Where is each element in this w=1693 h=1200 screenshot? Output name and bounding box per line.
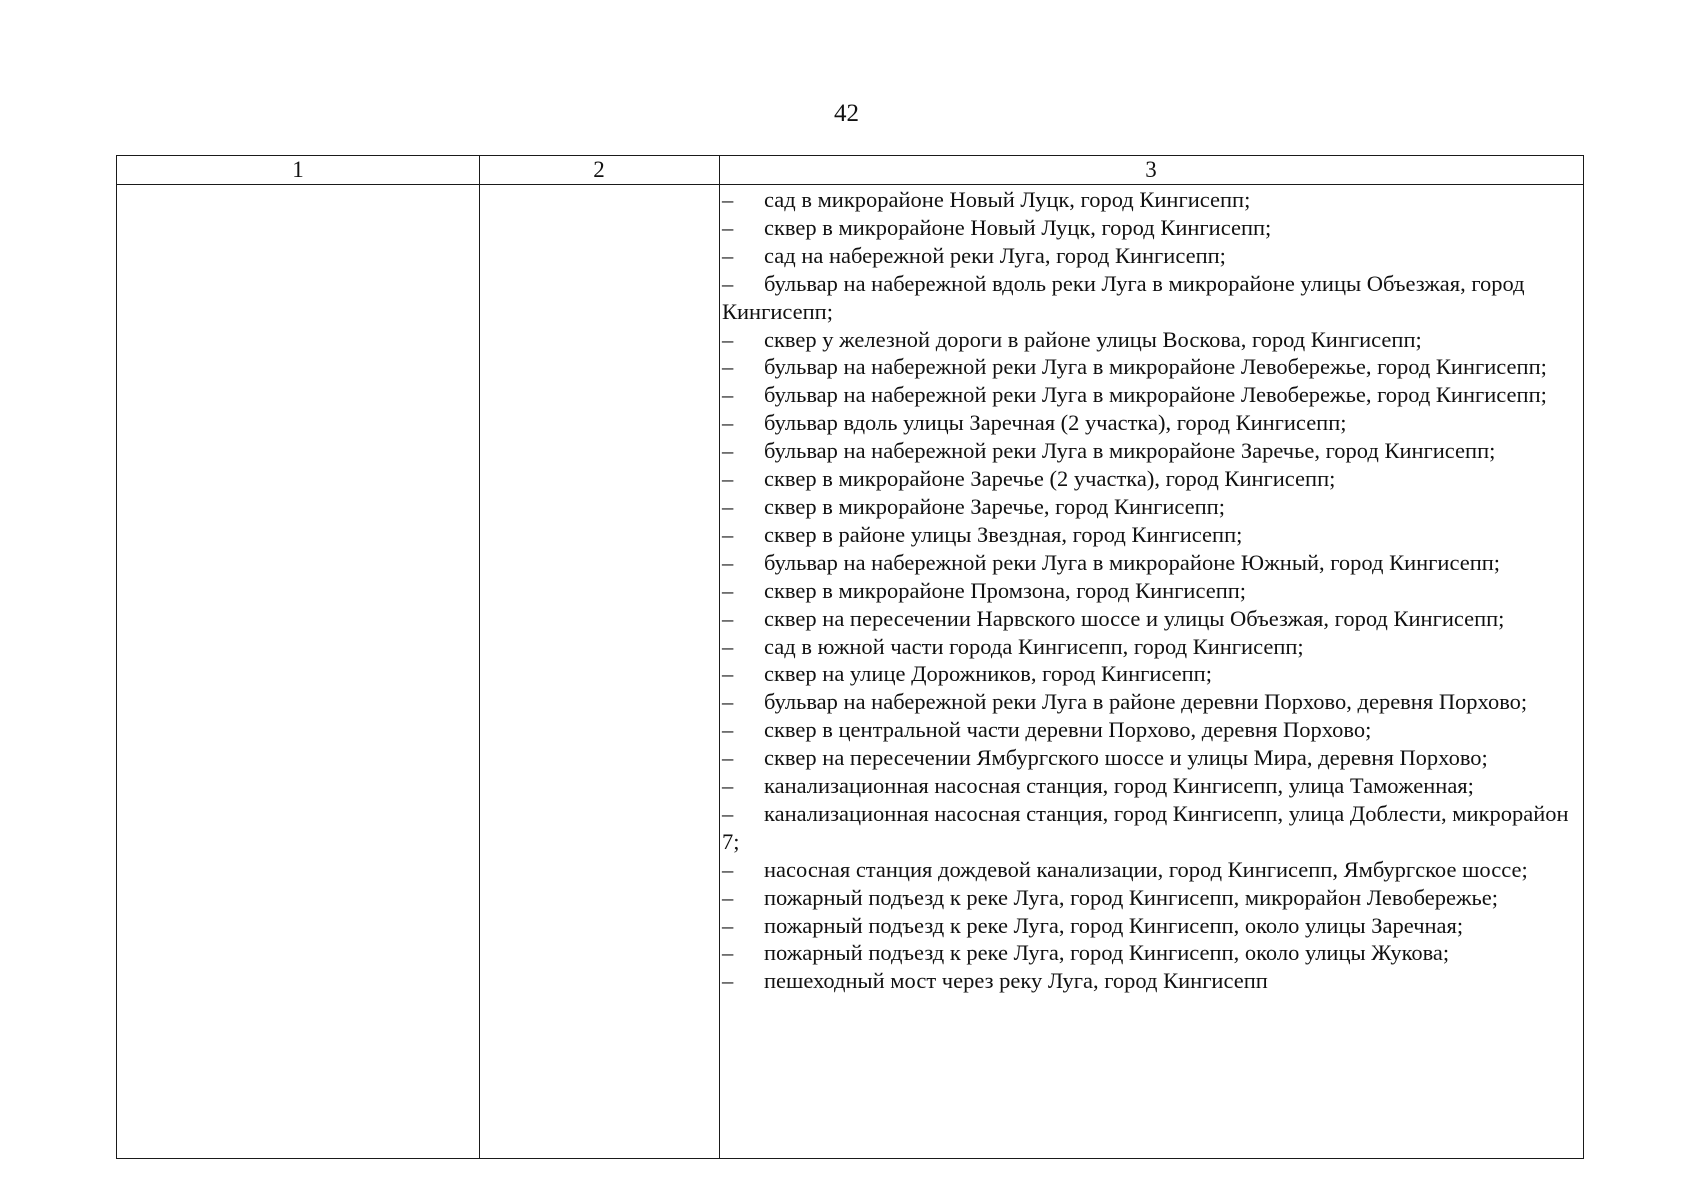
list-item	[722, 605, 1577, 633]
list-dash: –	[722, 521, 734, 547]
list-item	[722, 242, 1577, 270]
list-item	[722, 800, 1577, 856]
list-dash: –	[722, 493, 734, 519]
list-item	[722, 521, 1577, 549]
list-item-text: бульвар на набережной реки Луга в микрорайоне Левобережье, город Кингисепп;	[764, 354, 1547, 380]
list-item-text: пожарный подъезд к реке Луга, город Кингисепп, около улицы Жукова;	[764, 940, 1450, 966]
list-item	[722, 856, 1577, 884]
list-item	[722, 912, 1577, 940]
list-item	[722, 772, 1577, 800]
list-item-text: сквер в микрорайоне Заречье, город Кингисепп;	[764, 493, 1225, 519]
list-dash: –	[722, 689, 734, 715]
list-item	[722, 744, 1577, 772]
list-dash: –	[722, 800, 734, 826]
list-dash: –	[722, 856, 734, 882]
list-item-text: сад в микрорайоне Новый Луцк, город Кингисепп;	[764, 187, 1251, 212]
list-item-text: канализационная насосная станция, город Кингисепп, улица Таможенная;	[764, 773, 1474, 799]
list-item-text: сквер у железной дороги в районе улицы Воскова, город Кингисепп;	[764, 326, 1422, 352]
list-item-text: бульвар вдоль улицы Заречная (2 участка), город Кингисепп;	[764, 410, 1347, 436]
list-item	[722, 884, 1577, 912]
list-dash: –	[722, 382, 734, 408]
list-dash: –	[722, 242, 734, 268]
list-dash: –	[722, 884, 734, 910]
list-item-text: бульвар на набережной реки Луга в районе деревни Порхово, деревня Порхово;	[764, 689, 1528, 715]
list-item-text: сквер в микрорайоне Новый Луцк, город Кингисепп;	[764, 214, 1272, 240]
list-dash: –	[722, 410, 734, 436]
objects-list	[722, 186, 1577, 995]
list-dash: –	[722, 214, 734, 240]
list-item-text: бульвар на набережной реки Луга в микрорайоне Заречье, город Кингисепп;	[764, 438, 1496, 464]
list-dash: –	[722, 633, 734, 659]
column-header-1: 1	[292, 157, 304, 182]
document-table	[116, 155, 1584, 1159]
list-item-text: бульвар на набережной реки Луга в микрорайоне Южный, город Кингисепп;	[764, 549, 1501, 575]
list-item-text: сквер на пересечении Нарвского шоссе и улицы Объезжая, город Кингисепп;	[764, 605, 1505, 631]
list-item	[722, 186, 1577, 214]
list-dash: –	[722, 912, 734, 938]
list-dash: –	[722, 438, 734, 464]
table-header-row	[117, 156, 1583, 185]
list-item-text: пожарный подъезд к реке Луга, город Кингисепп, около улицы Заречная;	[764, 912, 1464, 938]
list-dash: –	[722, 466, 734, 492]
list-item-text: сад в южной части города Кингисепп, город Кингисепп;	[764, 633, 1304, 659]
list-item	[722, 633, 1577, 661]
list-item	[722, 437, 1577, 465]
list-item	[722, 716, 1577, 744]
list-dash: –	[722, 326, 734, 352]
list-item	[722, 688, 1577, 716]
column-divider-1	[479, 156, 480, 1158]
list-dash: –	[722, 773, 734, 799]
list-item	[722, 577, 1577, 605]
list-item-text: бульвар на набережной реки Луга в микрорайоне Левобережье, город Кингисепп;	[764, 382, 1547, 408]
page-number: 42	[834, 100, 859, 127]
list-item	[722, 326, 1577, 354]
list-item-text: сад на набережной реки Луга, город Кингисепп;	[764, 242, 1226, 268]
column-3-cell	[722, 186, 1577, 1158]
list-dash: –	[722, 940, 734, 966]
list-item	[722, 381, 1577, 409]
list-item-text: сквер в центральной части деревни Порхово, деревня Порхово;	[764, 717, 1372, 743]
list-item-text: сквер на пересечении Ямбургского шоссе и улицы Мира, деревня Порхово;	[764, 745, 1488, 771]
list-dash: –	[722, 745, 734, 771]
list-item	[722, 409, 1577, 437]
column-header-2: 2	[593, 157, 605, 182]
list-item	[722, 270, 1577, 326]
list-item-text: насосная станция дождевой канализации, город Кингисепп, Ямбургское шоссе;	[764, 856, 1528, 882]
list-dash: –	[722, 270, 734, 296]
column-divider-2	[719, 156, 720, 1158]
list-item-text: сквер на улице Дорожников, город Кингисепп;	[764, 661, 1212, 687]
list-item-text: сквер в районе улицы Звездная, город Кингисепп;	[764, 521, 1243, 547]
list-item	[722, 493, 1577, 521]
list-item-text: сквер в микрорайоне Заречье (2 участка), город Кингисепп;	[764, 466, 1336, 492]
column-header-3: 3	[1145, 157, 1157, 182]
list-dash: –	[722, 549, 734, 575]
list-item-text: бульвар на набережной вдоль реки Луга в микрорайоне улицы Объезжая, город Кингисепп;	[722, 270, 1525, 324]
list-dash: –	[722, 605, 734, 631]
list-item	[722, 939, 1577, 967]
list-item	[722, 549, 1577, 577]
list-item	[722, 660, 1577, 688]
list-item	[722, 465, 1577, 493]
list-item-text: пожарный подъезд к реке Луга, город Кингисепп, микрорайон Левобережье;	[764, 884, 1498, 910]
list-dash: –	[722, 661, 734, 687]
list-dash: –	[722, 968, 734, 994]
list-item	[722, 214, 1577, 242]
list-item-text: пешеходный мост через реку Луга, город Кингисепп	[764, 968, 1268, 994]
list-dash: –	[722, 354, 734, 380]
list-item	[722, 967, 1577, 995]
list-dash: –	[722, 717, 734, 743]
list-item-text: сквер в микрорайоне Промзона, город Кингисепп;	[764, 577, 1247, 603]
list-dash: –	[722, 187, 734, 212]
list-item	[722, 353, 1577, 381]
list-dash: –	[722, 577, 734, 603]
list-item-text: канализационная насосная станция, город Кингисепп, улица Доблести, микрорайон 7;	[722, 800, 1569, 854]
